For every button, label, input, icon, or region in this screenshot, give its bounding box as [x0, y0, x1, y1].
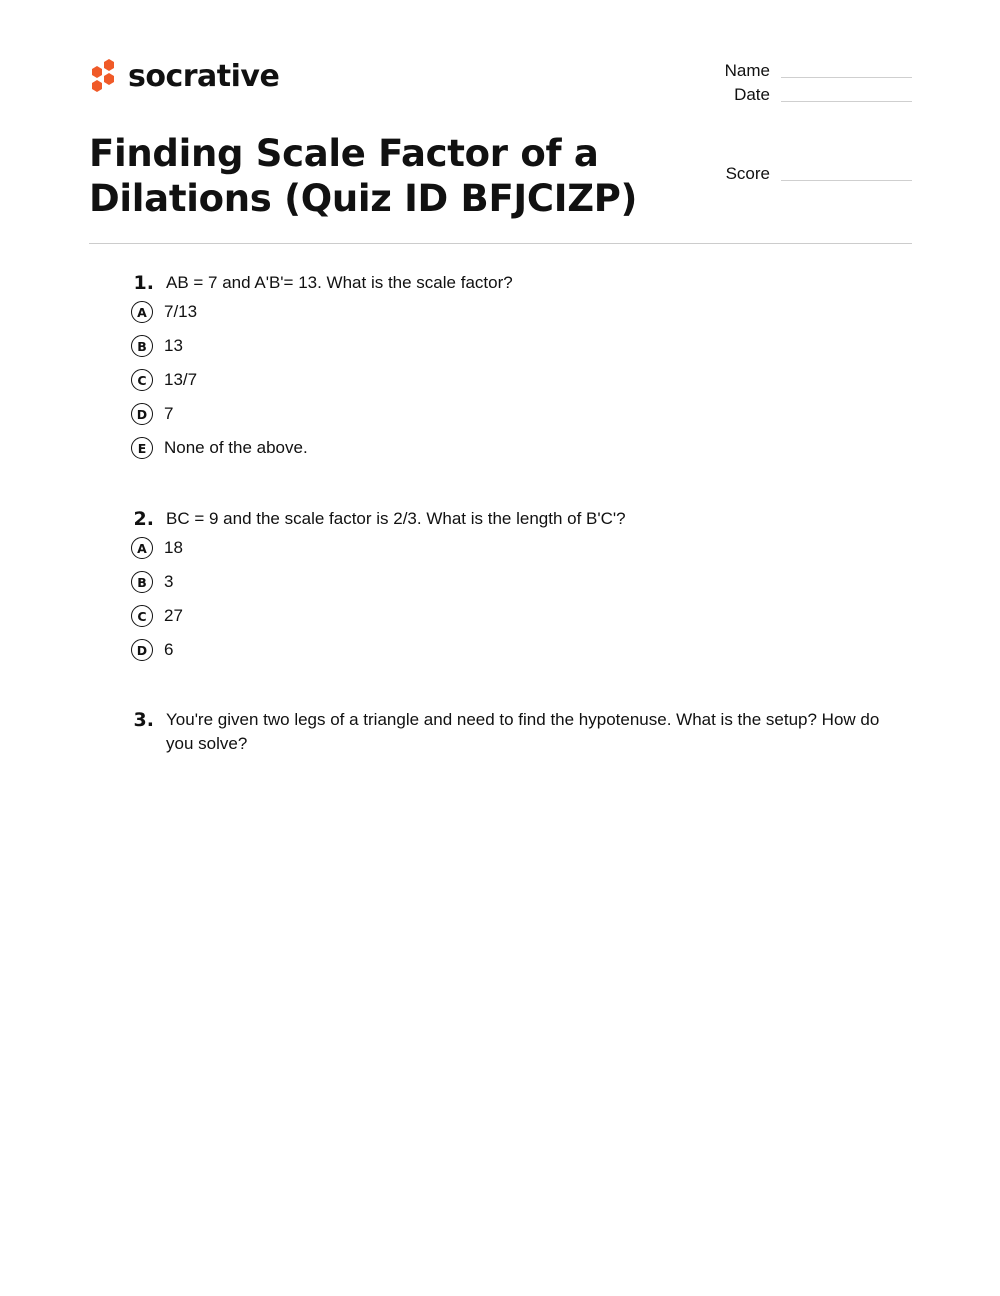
choice-c[interactable] — [131, 599, 910, 633]
hexagon-cluster-icon — [88, 57, 118, 97]
question-number: 3. — [133, 709, 154, 731]
answer-bubble[interactable]: D — [131, 403, 153, 425]
logo-wordmark: socrative — [128, 59, 280, 94]
choice-text: 18 — [164, 538, 183, 557]
choice-text: 27 — [164, 606, 183, 625]
choice-text: 13/7 — [164, 370, 198, 389]
choice-text: 6 — [164, 640, 174, 659]
choice-d[interactable] — [131, 397, 910, 431]
question-3 — [120, 708, 910, 756]
choice-c[interactable] — [131, 363, 910, 397]
choice-text: 3 — [164, 572, 174, 591]
page-title: Finding Scale Factor of a Dilations (Quiz ID BFJCIZP) — [89, 132, 638, 220]
question-header — [120, 708, 910, 756]
choice-text: 7 — [164, 404, 174, 423]
question-text: You're given two legs of a triangle and need to find the hypotenuse. What is the setup? How do you solve? — [166, 710, 880, 753]
score-label: Score — [725, 164, 770, 183]
score-line[interactable] — [781, 179, 912, 181]
choice-a[interactable] — [131, 295, 910, 329]
name-label: Name — [724, 61, 770, 80]
question-number: 2. — [133, 508, 154, 530]
date-line[interactable] — [781, 100, 912, 102]
answer-bubble[interactable]: B — [131, 335, 153, 357]
answer-bubble[interactable]: A — [131, 537, 153, 559]
choice-text: 7/13 — [164, 302, 198, 321]
question-1 — [120, 271, 910, 465]
question-number: 1. — [133, 272, 154, 294]
choice-e[interactable] — [131, 431, 910, 465]
choice-text: None of the above. — [164, 438, 308, 457]
question-header — [120, 507, 910, 531]
choice-b[interactable] — [131, 329, 910, 363]
question-2 — [120, 507, 910, 667]
question-header — [120, 271, 910, 295]
choice-b[interactable] — [131, 565, 910, 599]
answer-bubble[interactable]: E — [131, 437, 153, 459]
date-label: Date — [734, 85, 770, 104]
answer-bubble[interactable]: C — [131, 369, 153, 391]
question-text: BC = 9 and the scale factor is 2/3. What is the length of B'C'? — [166, 509, 626, 528]
header-divider — [89, 243, 912, 244]
name-field[interactable] — [690, 61, 912, 81]
date-field[interactable] — [690, 85, 912, 105]
name-line[interactable] — [781, 76, 912, 78]
socrative-logo — [88, 57, 279, 97]
answer-bubble[interactable]: C — [131, 605, 153, 627]
answer-bubble[interactable]: B — [131, 571, 153, 593]
answer-bubble[interactable]: D — [131, 639, 153, 661]
choice-a[interactable] — [131, 531, 910, 565]
choice-d[interactable] — [131, 633, 910, 667]
answer-bubble[interactable]: A — [131, 301, 153, 323]
question-text: AB = 7 and A'B'= 13. What is the scale factor? — [166, 273, 513, 292]
score-field[interactable] — [690, 164, 912, 184]
choice-text: 13 — [164, 336, 183, 355]
